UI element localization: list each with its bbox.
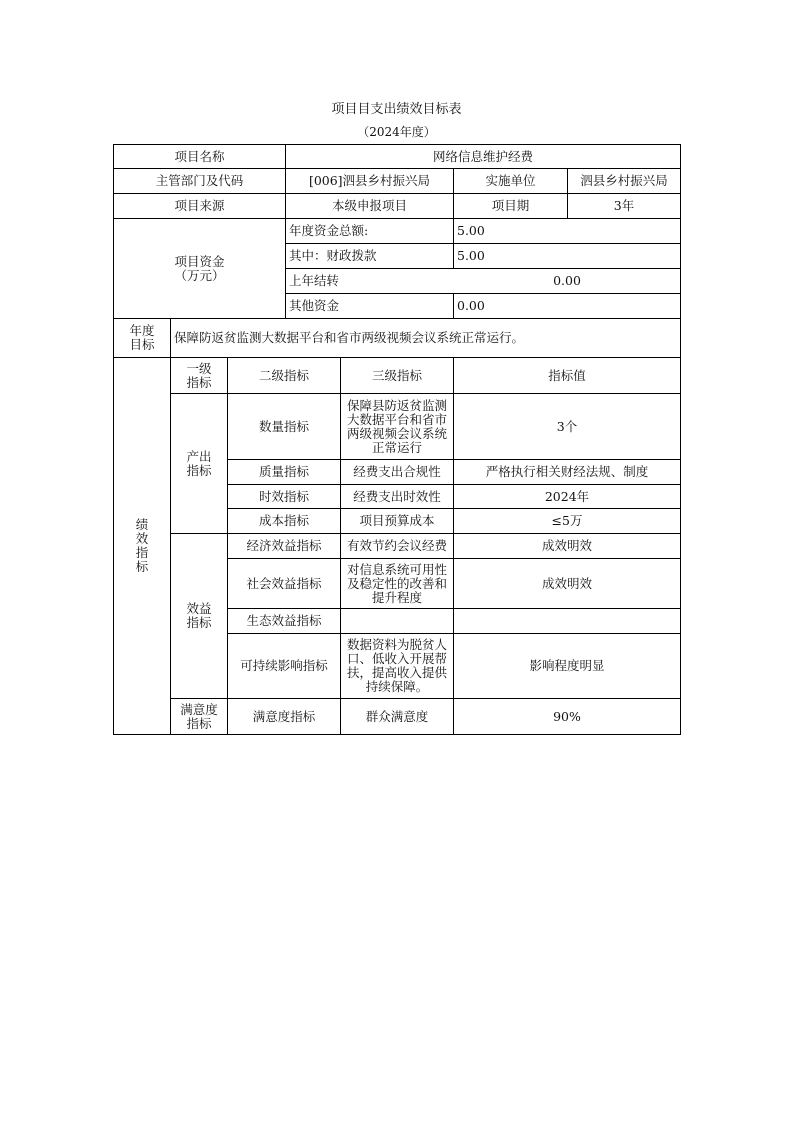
l3-ecological [341, 609, 453, 633]
l3-social: 对信息系统可用性及稳定性的改善和提升程度 [346, 561, 447, 605]
fund-total-label: 年度资金总额: [289, 223, 369, 238]
impl-label: 实施单位 [485, 173, 536, 188]
goal-label: 年度目标 [129, 323, 155, 352]
val-economic: 成效明效 [541, 538, 592, 553]
l2-timeliness: 时效指标 [258, 488, 309, 504]
head-l1: 一级指标 [186, 360, 212, 390]
val-satisfaction: 90% [553, 708, 581, 724]
l2-satisfaction: 满意度指标 [252, 708, 316, 724]
l3-quantity: 保障县防返贫监测大数据平台和省市两级视频会议系统正常运行 [346, 397, 447, 455]
fund-label-line2: （万元） [174, 267, 225, 283]
page-title: 项目目支出绩效目标表 [331, 102, 462, 117]
perf-label: 绩效指标 [135, 517, 149, 574]
fund-prev-value: 0.00 [553, 273, 581, 288]
fund-fiscal-value: 5.00 [457, 248, 485, 263]
l2-social: 社会效益指标 [246, 575, 322, 591]
fund-other-value: 0.00 [457, 298, 485, 313]
l3-satisfaction: 群众满意度 [365, 708, 429, 724]
val-sustainability: 影响程度明显 [529, 658, 605, 673]
period-value: 3年 [613, 198, 635, 213]
l3-economic: 有效节约会议经费 [346, 538, 447, 553]
val-ecological [454, 609, 680, 633]
val-quality: 严格执行相关财经法规、制度 [485, 464, 649, 479]
impl-value: 泗县乡村振兴局 [580, 173, 668, 188]
l2-quantity: 数量指标 [258, 418, 309, 434]
head-l2: 二级指标 [258, 367, 309, 383]
l1-output: 产出指标 [186, 448, 212, 478]
page-subtitle-year: （2024年度） [357, 125, 436, 139]
period-label: 项目期 [491, 198, 530, 213]
l3-quality: 经费支出合规性 [353, 464, 441, 479]
head-value: 指标值 [548, 367, 586, 383]
source-value: 本级申报项目 [331, 198, 407, 213]
source-label: 项目来源 [174, 198, 225, 213]
l1-satisfaction: 满意度指标 [180, 701, 218, 731]
fund-total-value: 5.00 [457, 223, 485, 238]
head-l3: 三级指标 [371, 367, 422, 383]
dept-label: 主管部门及代码 [155, 173, 244, 188]
dept-value: [006]泗县乡村振兴局 [308, 173, 431, 188]
fund-label-line1: 项目资金 [174, 253, 225, 269]
fund-label [114, 219, 285, 318]
l2-sustainability: 可持续影响指标 [240, 658, 328, 673]
fund-fiscal-label: 其中：财政拨款 [289, 248, 377, 263]
val-social: 成效明效 [541, 575, 592, 591]
l2-quality: 质量指标 [258, 464, 309, 479]
project-name-label: 项目名称 [174, 148, 225, 164]
fund-other-label: 其他资金 [289, 298, 340, 313]
l1-benefit: 效益指标 [186, 601, 212, 630]
l2-ecological: 生态效益指标 [246, 613, 322, 628]
l3-sustainability: 数据资料为脱贫人口、低收入开展帮扶，提高收入提供持续保障。 [346, 637, 447, 694]
goal-text: 保障防返贫监测大数据平台和省市两级视频会议系统正常运行。 [174, 330, 525, 345]
val-cost: ≤5万 [551, 513, 583, 528]
val-timeliness: 2024年 [544, 488, 590, 504]
l3-cost: 项目预算成本 [359, 513, 435, 528]
l3-timeliness: 经费支出时效性 [353, 488, 441, 504]
l2-cost: 成本指标 [258, 513, 309, 528]
project-name-value: 网络信息维护经费 [432, 148, 533, 164]
val-quantity: 3个 [556, 418, 578, 434]
fund-prev-label: 上年结转 [289, 273, 340, 288]
l2-economic: 经济效益指标 [246, 538, 322, 553]
